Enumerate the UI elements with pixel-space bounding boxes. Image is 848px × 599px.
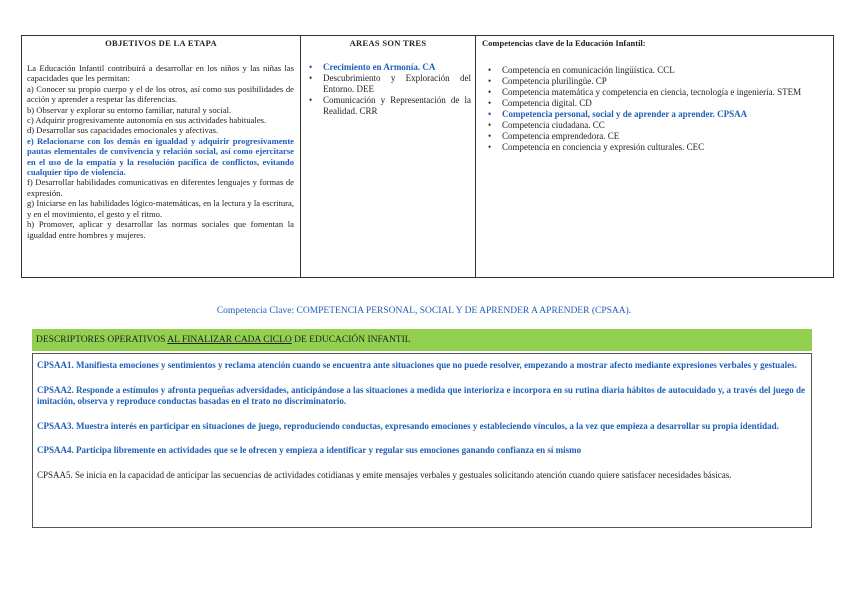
competencia-item: • Competencia plurilingüe. CP (488, 76, 827, 87)
area-item: • Descubrimiento y Exploración del Entorno. DEE (309, 73, 471, 95)
objective-a: a) Conocer su propio cuerpo y el de los otros, así como sus posibilidades de acción y aprender a respetar las diferencias. (27, 83, 294, 105)
descriptor-cpsaa3: CPSAA3. Muestra interés en participar en situaciones de juego, reproduciendo conductas, expresando emociones y estableciendo vínculos, a la vez que empieza a desarrollar su propia identidad. (37, 420, 779, 431)
descriptor-cpsaa2: CPSAA2. Responde a estímulos y afronta pequeñas adversidades, anticipándose a las situaciones a medida que interioriza e incorpora en su rutina diaria hábitos de autocuidado y, a través del juego de imitación, observa y reproduce conductas basadas en el trato no discriminatorio. (37, 384, 805, 406)
competencia-item: • Competencia en conciencia y expresión culturales. CEC (488, 142, 827, 153)
descriptor-cpsaa1: CPSAA1. Manifiesta emociones y sentimientos y reclama atención cuando se encuentra ante situaciones que no puede resolver, empezando a mostrar afecto mediante expresiones verbales y gestuales. (37, 360, 797, 370)
competencia-item: • Competencia personal, social y de aprender a aprender. CPSAA (488, 109, 827, 120)
competencias-list (488, 65, 827, 153)
objective-b: b) Observar y explorar su entorno familiar, natural y social. (27, 104, 232, 115)
competencias-header: Competencias clave de la Educación Infantil: (482, 38, 646, 48)
objective-f: f) Desarrollar habilidades comunicativas en diferentes lenguajes y formas de expresión. (27, 177, 294, 198)
objectives-cell (22, 36, 301, 278)
objective-d: d) Desarrollar sus capacidades emocionales y afectivas. (27, 125, 219, 136)
area-item: • Comunicación y Representación de la Realidad. CRR (309, 95, 471, 117)
objective-h: h) Promover, aplicar y desarrollar las normas sociales que fomentan la igualdad entre hombres y mujeres. (27, 219, 294, 240)
competencia-item: • Competencia matemática y competencia en ciencia, tecnología e ingeniería. STEM (488, 87, 827, 98)
competencias-cell (476, 36, 834, 278)
competencia-clave-title: Competencia Clave: COMPETENCIA PERSONAL, SOCIAL Y DE APRENDER A APRENDER (CPSAA). (216, 306, 632, 316)
competencia-item: • Competencia ciudadana. CC (488, 120, 827, 131)
objective-e: e) Relacionarse con los demás en igualdad y adquirir progresivamente pautas elementales de convivencia y relación social, así como ejercitarse en el uso de la empatía y la resolución pacífica de conflictos, evitando cualquier tipo de violencia. (27, 135, 294, 178)
competencia-item: • Competencia emprendedora. CE (488, 131, 827, 142)
descriptores-header (32, 329, 812, 351)
objective-c: c) Adquirir progresivamente autonomía en sus actividades habituales. (27, 115, 267, 126)
objectives-list (22, 48, 300, 240)
area-item: • Crecimiento en Armonía. CA (309, 62, 471, 73)
areas-list (309, 62, 471, 117)
descriptores-header-underlined: AL FINALIZAR CADA CICLO (167, 335, 292, 345)
descriptores-header-prefix: DESCRIPTORES OPERATIVOS (36, 335, 168, 345)
competencia-item: • Competencia digital. CD (488, 98, 827, 109)
objective-intro: La Educación Infantil contribuirá a desarrollar en los niños y las niñas las capacidades que les permitan: (27, 63, 294, 84)
descriptor-cpsaa4: CPSAA4. Participa libremente en actividades que se le ofrecen y empieza a identificar y regular sus emociones ganando confianza en sí mismo (37, 445, 582, 455)
descriptor-cpsaa5: CPSAA5. Se inicia en la capacidad de anticipar las secuencias de actividades cotidianas y emite mensajes verbales y gestuales solicitando atención cuando quiere satisfacer necesidades básicas. (37, 469, 732, 480)
objectives-table (21, 35, 834, 278)
areas-header: AREAS SON TRES (349, 38, 427, 48)
objective-g: g) Iniciarse en las habilidades lógico-matemáticas, en la lectura y la escritura, y en el movimiento, el gesto y el ritmo. (27, 198, 294, 219)
areas-cell (301, 36, 476, 278)
competencia-item: • Competencia en comunicación lingüística. CCL (488, 65, 827, 76)
objectives-header: OBJETIVOS DE LA ETAPA (105, 38, 217, 48)
descriptores-box (32, 353, 812, 528)
descriptores-header-suffix: DE EDUCACIÓN INFANTIL (291, 335, 411, 345)
